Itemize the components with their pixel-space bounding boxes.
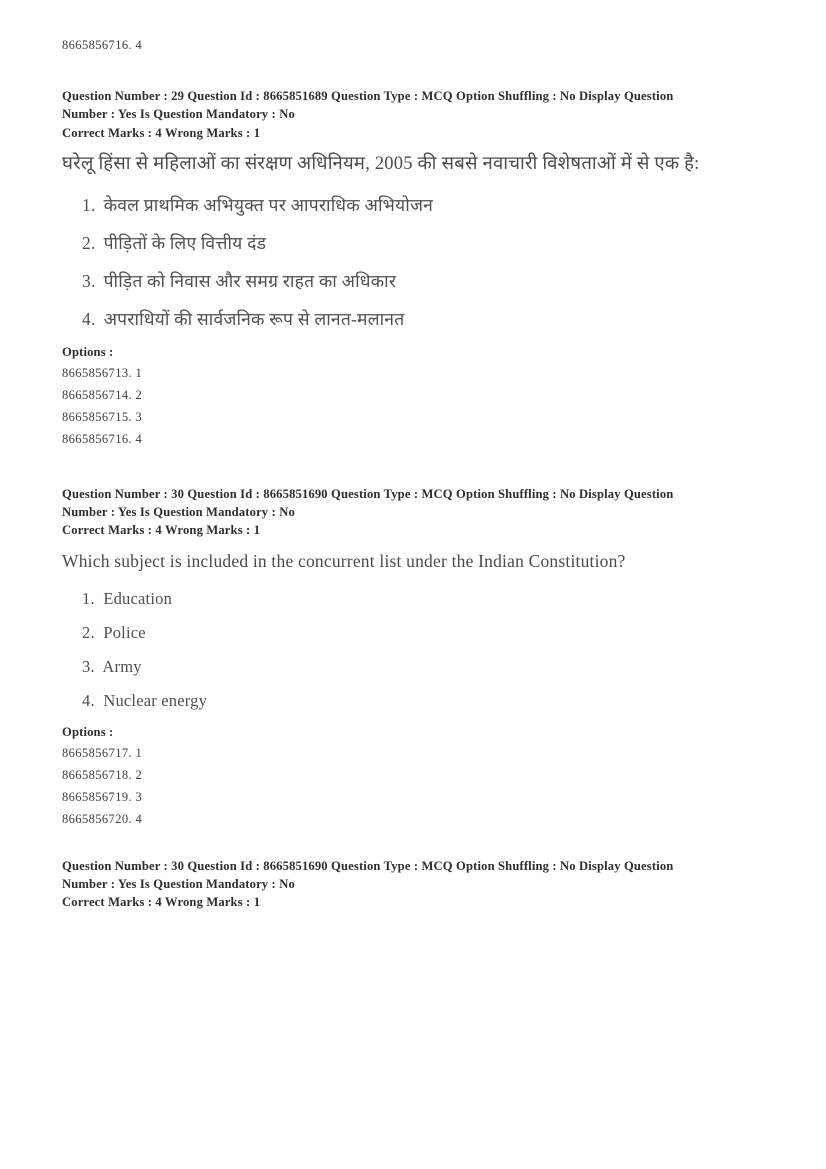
option-id: 8665856718. 2	[62, 767, 143, 782]
option-number: 3.	[82, 656, 95, 676]
question-metadata-line: Question Number : 30 Question Id : 8665851690 Question Type : MCQ Option Shuffling : No Display Question	[62, 858, 674, 873]
option-number: 1.	[82, 588, 95, 608]
question-metadata-line: Question Number : 29 Question Id : 8665851689 Question Type : MCQ Option Shuffling : No Display Question	[62, 89, 674, 103]
question-metadata-line: Number : Yes Is Question Mandatory : No	[62, 504, 295, 519]
question-metadata-line: Correct Marks : 4 Wrong Marks : 1	[62, 523, 261, 537]
option-label: Nuclear energy	[103, 690, 208, 710]
question-metadata-line: Number : Yes Is Question Mandatory : No	[62, 107, 295, 122]
option-item	[82, 231, 764, 255]
option-label: Army	[102, 656, 142, 676]
question-metadata	[62, 485, 762, 540]
option-id: 8665856715. 3	[62, 410, 143, 424]
options-label: Options :	[62, 724, 114, 739]
option-label: पीड़ित को निवास और समग्र राहत का अधिकार	[103, 270, 397, 291]
section-spacer	[62, 455, 764, 485]
option-item	[82, 691, 764, 711]
option-number: 4.	[82, 308, 96, 329]
option-item	[82, 307, 764, 331]
option-list	[62, 193, 764, 331]
option-id: 8665856717. 1	[62, 745, 143, 760]
option-id: 8665856716. 4	[62, 432, 143, 447]
question-metadata-line: Number : Yes Is Question Mandatory : No	[62, 876, 295, 891]
question-metadata	[62, 857, 762, 912]
option-id: 8665856714. 2	[62, 387, 143, 402]
question-metadata-line: Correct Marks : 4 Wrong Marks : 1	[62, 895, 261, 909]
option-number: 4.	[82, 690, 95, 710]
option-label: Police	[103, 622, 146, 642]
option-label: अपराधियों की सार्वजनिक रूप से लानत-मलानत	[103, 308, 405, 329]
option-item	[82, 623, 764, 643]
option-number: 1.	[82, 194, 96, 215]
question-block	[62, 857, 764, 912]
options-label: Options :	[62, 344, 114, 359]
option-id-list	[62, 362, 764, 451]
option-list	[62, 589, 764, 711]
question-block	[62, 87, 764, 451]
question-metadata	[62, 87, 762, 142]
option-number: 2.	[82, 622, 95, 642]
question-metadata-line: Correct Marks : 4 Wrong Marks : 1	[62, 125, 261, 140]
option-item	[82, 269, 764, 293]
option-id: 8665856720. 4	[62, 812, 143, 827]
option-item	[82, 657, 764, 677]
option-id: 8665856713. 1	[62, 365, 143, 380]
option-label: पीड़ितों के लिए वित्तीय दंड	[103, 232, 267, 253]
option-number: 2.	[82, 232, 96, 253]
option-item	[82, 193, 764, 217]
option-number: 3.	[82, 270, 96, 291]
question-block	[62, 485, 764, 831]
option-id-list	[62, 742, 764, 831]
option-id: 8665856719. 3	[62, 790, 143, 804]
section-spacer	[62, 835, 764, 857]
question-text: Which subject is included in the concurrent list under the Indian Constitution?	[62, 551, 626, 572]
option-label: Education	[103, 588, 173, 608]
option-item	[82, 589, 764, 609]
question-text: घरेलू हिंसा से महिलाओं का संरक्षण अधिनियम, 2005 की सबसे नवाचारी विशेषताओं में से एक है:	[62, 153, 700, 174]
option-label: केवल प्राथमिक अभियुक्त पर आपराधिक अभियोजन	[103, 194, 434, 215]
orphan-option-id: 8665856716. 4	[62, 38, 143, 52]
question-metadata-line: Question Number : 30 Question Id : 8665851690 Question Type : MCQ Option Shuffling : No Display Question	[62, 486, 674, 501]
